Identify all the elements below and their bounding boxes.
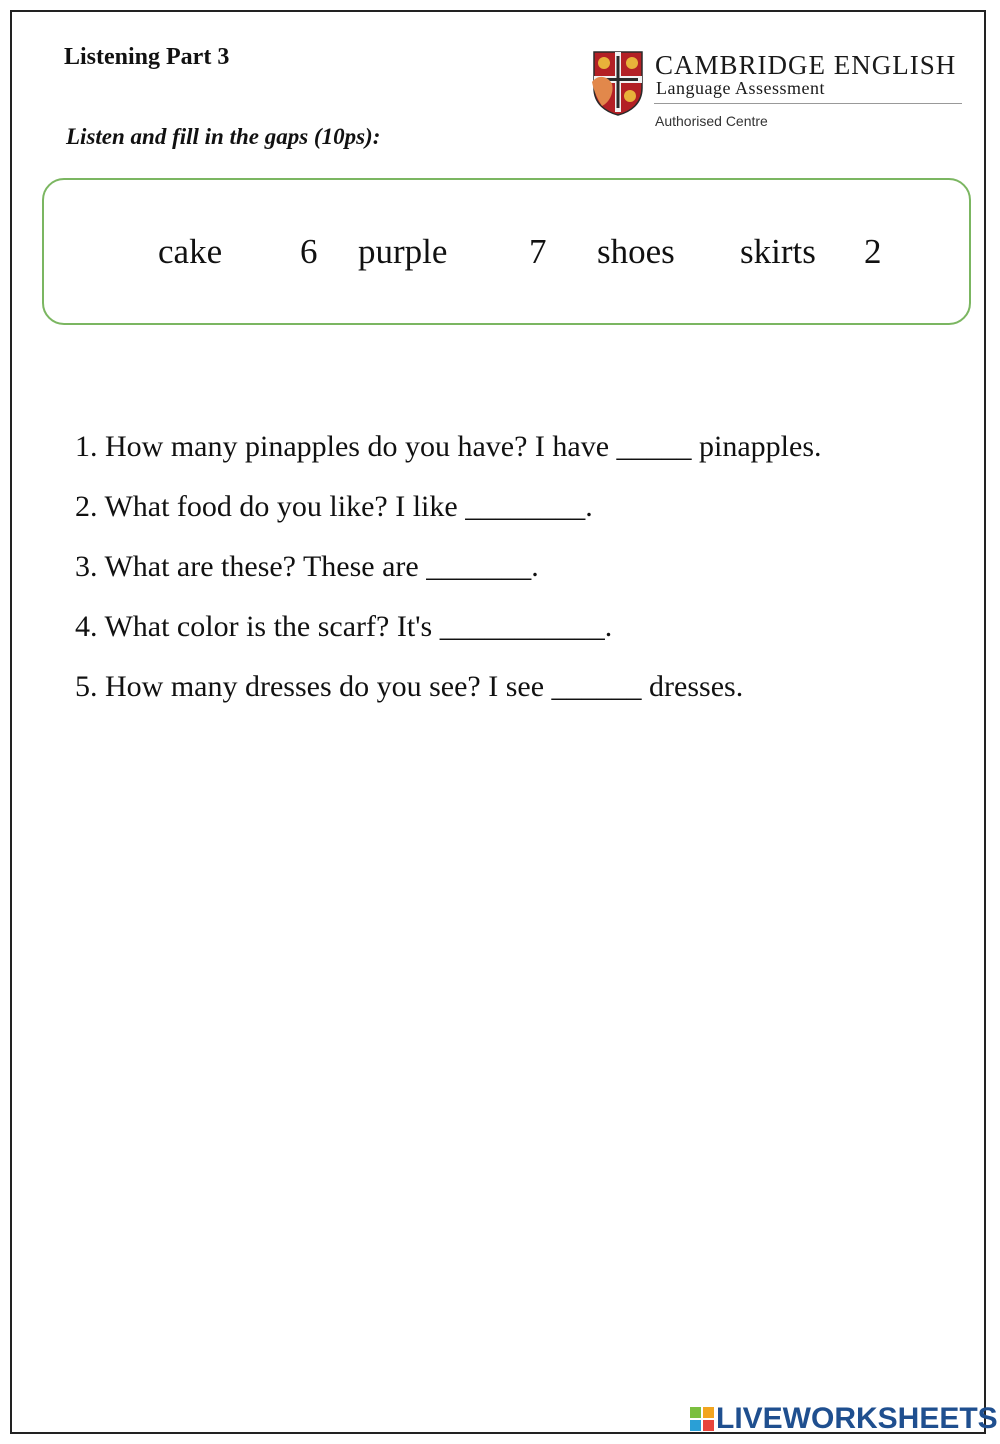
word-bank-item: 2 xyxy=(864,232,882,271)
word-bank-item: shoes xyxy=(597,232,675,271)
cambridge-logo xyxy=(592,50,964,134)
page-title: Listening Part 3 xyxy=(64,44,230,70)
word-bank-item: cake xyxy=(158,232,223,271)
liveworksheets-logo xyxy=(690,1402,998,1436)
liveworksheets-brand-text: LIVEWORKSHEETS xyxy=(716,1402,998,1435)
logo-subtitle: Language Assessment xyxy=(656,78,825,98)
question-5: 5. How many dresses do you see? I see ______ dresses. xyxy=(75,670,744,703)
liveworksheets-logo-icon xyxy=(690,1407,714,1431)
logo-divider xyxy=(654,103,962,104)
instruction-text: Listen and fill in the gaps (10ps): xyxy=(66,124,381,149)
word-bank-item: purple xyxy=(358,232,448,271)
logo-brand-text: CAMBRIDGE ENGLISH xyxy=(655,50,957,80)
question-4: 4. What color is the scarf? It's ___________. xyxy=(75,610,613,643)
crest-icon xyxy=(592,50,644,116)
word-bank-item: skirts xyxy=(740,232,816,271)
logo-centre-text: Authorised Centre xyxy=(655,113,768,129)
word-bank-item: 7 xyxy=(529,232,547,271)
question-2: 2. What food do you like? I like ________. xyxy=(75,490,593,523)
question-3: 3. What are these? These are _______. xyxy=(75,550,539,583)
word-bank-item: 6 xyxy=(300,232,318,271)
question-1: 1. How many pinapples do you have? I have _____ pinapples. xyxy=(75,430,822,463)
